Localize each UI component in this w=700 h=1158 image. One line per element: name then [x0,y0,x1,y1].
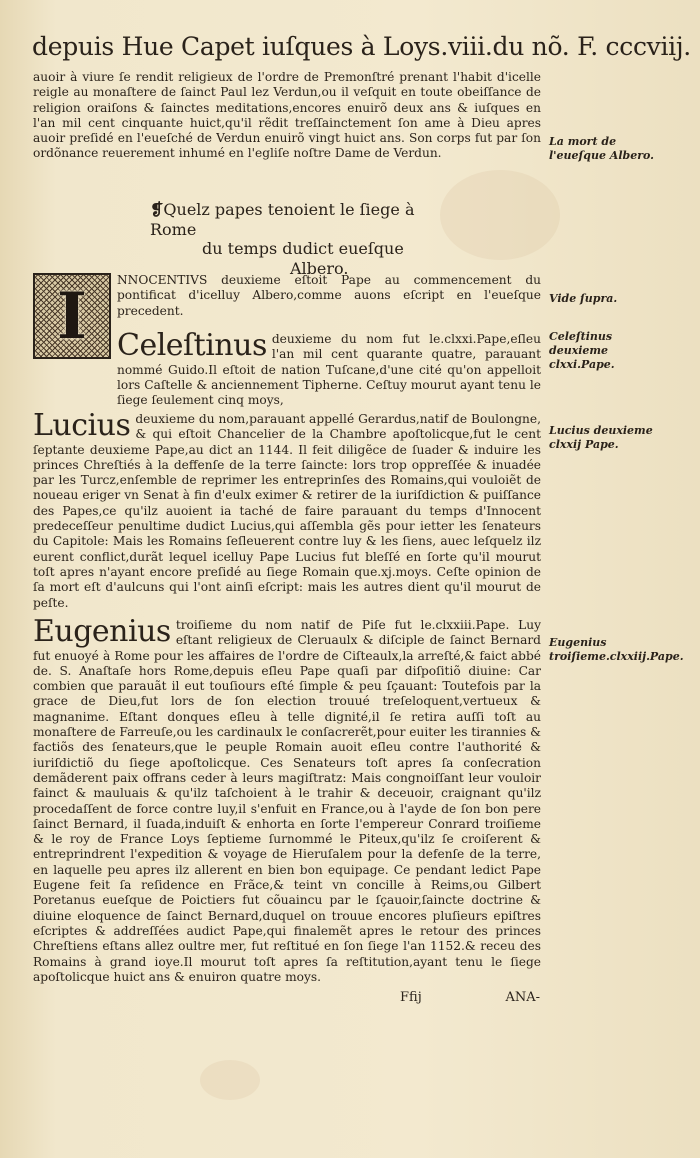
decorated-initial [33,273,111,359]
side-note-death-albero: La mort de l'eueſque Albero. [549,135,654,162]
page-footer [400,990,540,1005]
celestin-word: Celeſtinus [117,328,267,363]
intro-paragraph [33,70,541,162]
side-note-celestin: Celeſtinus deuxieme clxxi.Pape. [549,330,615,371]
signature-mark: Ffij [400,990,422,1005]
section-heading [150,200,450,278]
celestin-text: deuxieme du nom fut le.clxxi.Pape,eſleu l'an mil cent quarante quatre, parauant nommé Guido.Il eſtoit de nation Tuſcane,d'une cité qu'on appelloit lors Caſtelle & anciennement Tipherne. Ceſtuy mourut ayant tenu le ſiege ſeulement cinq moys, [117,332,541,408]
paper-stain [440,170,560,260]
lucius-text: deuxieme du nom,parauant appellé Gerardus,natif de Boulongne, & qui eſtoit Chancelier de la Chambre apoſtolicque,fut le cent ſeptante deuxieme Pape,au dict an 1144. Il feit diligẽce de ſuader & induire les princes Chreſtiés à la deffenſe de la terre ſaincte: lors trop oppreſſée & inuadée par les Turcz,enſemble de reprimer les entreprinſes des Romains,qui vouloiẽt de noueau eriger vn Senat à fin d'eulx eximer & retirer de la iuriſdiction & puiſſance des Papes,ce qu'ilz auoient ia taché de faire parauant du temps d'Innocent predeceſſeur penultime dudict Lucius,qui aſſembla gẽs pour ietter les ſenateurs du Capitole: Mais les Romains ſeſleuerent contre luy & les ſiens, auec leſquelz ilz eurent conflict,durãt lequel icelluy Pape Lucius fut bleſſé en ſorte qu'il mourut toſt apres n'ayant encore preſidé au ſiege Romain que.xj.moys. Ceſte opinion de ſa mort eſt d'aulcuns qui l'ont ainſi eſcript: mais les autres dient qu'il mourut de peſte. [33,412,541,610]
eugenius-paragraph [33,614,541,985]
paper-stain [200,1060,260,1100]
lucius-paragraph [33,408,541,611]
innocent-text: NNOCENTIVS deuxieme eſtoit Pape au commencement du pontificat d'icelluy Albero,comme auons eſcript en l'eueſque precedent. [117,273,541,318]
heading-line-2: du temps dudict eueſque [202,239,404,258]
eugenius-text: troiſieme du nom natif de Piſe fut le.clxxiii.Pape. Luy eſtant religieux de Cleruaulx & diſciple de ſainct Bernard fut enuoyé à Rome pour les affaires de l'ordre de Ciſteaulx,la arreſté,& faict abbé de. S. Anaſtaſe hors Rome,depuis eſleu Pape quaſi par diſpoſitiõ diuine: Car combien que parauãt il eut touſiours eſté ſimple & peu ſçauant: Toutefois par la grace de Dieu,fut lors de ſon election trouué treſeloquent,vertueux & magnanime. Eſtant donques eſleu à telle dignité,il ſe retira auſſi toſt au monaſtere de Farreuſe,ou les cardinaulx le conſacrerẽt,pour euiter les tirannies & factiõs des ſenateurs,que le peuple Romain auoit eſleu contre l'authorité & iuriſdictiõ du ſiege apoſtolicque. Ces Senateurs toſt apres ſa conſecration demãderent paix offrans ceder à leurs magiſtratz: Mais congnoiſſant leur vouloir fainct & mauluais & qu'ilz taſchoient à le trahir & deceuoir, craignant qu'ilz procedaſſent de force contre luy,il s'enfuit en France,ou à l'ayde de ſon bon pere ſainct Bernard, il ſuada,induiſt & enhorta en ſorte l'empereur Conrard troiſieme & le roy de France Loys ſeptieme ſurnommé le Piteux,qu'ilz ſe croiſerent & entreprindrent l'expedition & voyage de Hieruſalem pour la defenſe de la terre, en laquelle peu apres ilz allerent en bien bon equipage. Ce pendant ledict Pape Eugene feit ſa reſidence en Frãce,& teint vn concille à Reims,ou Gilbert Poretanus eueſque de Poictiers fut cõuaincu par le ſçauoir,ſaincte doctrine & diuine eloquence de ſainct Bernard,duquel on trouue encores pluſieurs epiſtres eſcriptes & addreſſées audict Pape,qui finalemẽt apres le retour des princes Chreſtiens eſtans allez oultre mer, fut reſtitué en ſon ſiege l'an 1152.& receu des Romains à grand ioye.Il mourut toſt apres ſa reſtitution,ayant tenu le ſiege apoſtolicque huict ans & enuiron quatre moys. [33,618,541,984]
side-note-eugenius: Eugenius troiſieme.clxxiij.Pape. [549,636,684,663]
heading-line-3: Albero. [290,258,349,278]
catchword: ANA- [505,990,540,1005]
side-note-lucius: Lucius deuxieme clxxij Pape. [549,424,653,451]
dropcap-letter: I [57,278,87,354]
heading-line-1: Quelz papes tenoient le ſiege à Rome [150,200,415,239]
running-head: depuis Hue Capet iuſques à Loys.viii.du nõ. F. cccviij. [32,32,691,61]
pilcrow-icon: ❡ [150,200,164,219]
lucius-word: Lucius [33,408,131,443]
celestin-paragraph [117,328,541,408]
eugenius-word: Eugenius [33,614,171,649]
side-note-vide-supra: Vide ſupra. [549,292,618,305]
intro-text: auoir à viure ſe rendit religieux de l'ordre de Premonſtré prenant l'habit d'icelle reigle au monaſtere de ſainct Paul lez Verdun,ou il veſquit en toute obeiſſance de religion oraiſons & ſainctes meditations,encores enuirõ deux ans & iuſques en l'an mil cent cinquante huict,qu'il rẽdit treſſainctement ſon ame à Dieu apres auoir preſidé en l'eueſché de Verdun enuirõ vingt huict ans. Son corps fut par ſon ordõnance reuerement inhumé en l'egliſe noſtre Dame de Verdun. [33,70,541,161]
